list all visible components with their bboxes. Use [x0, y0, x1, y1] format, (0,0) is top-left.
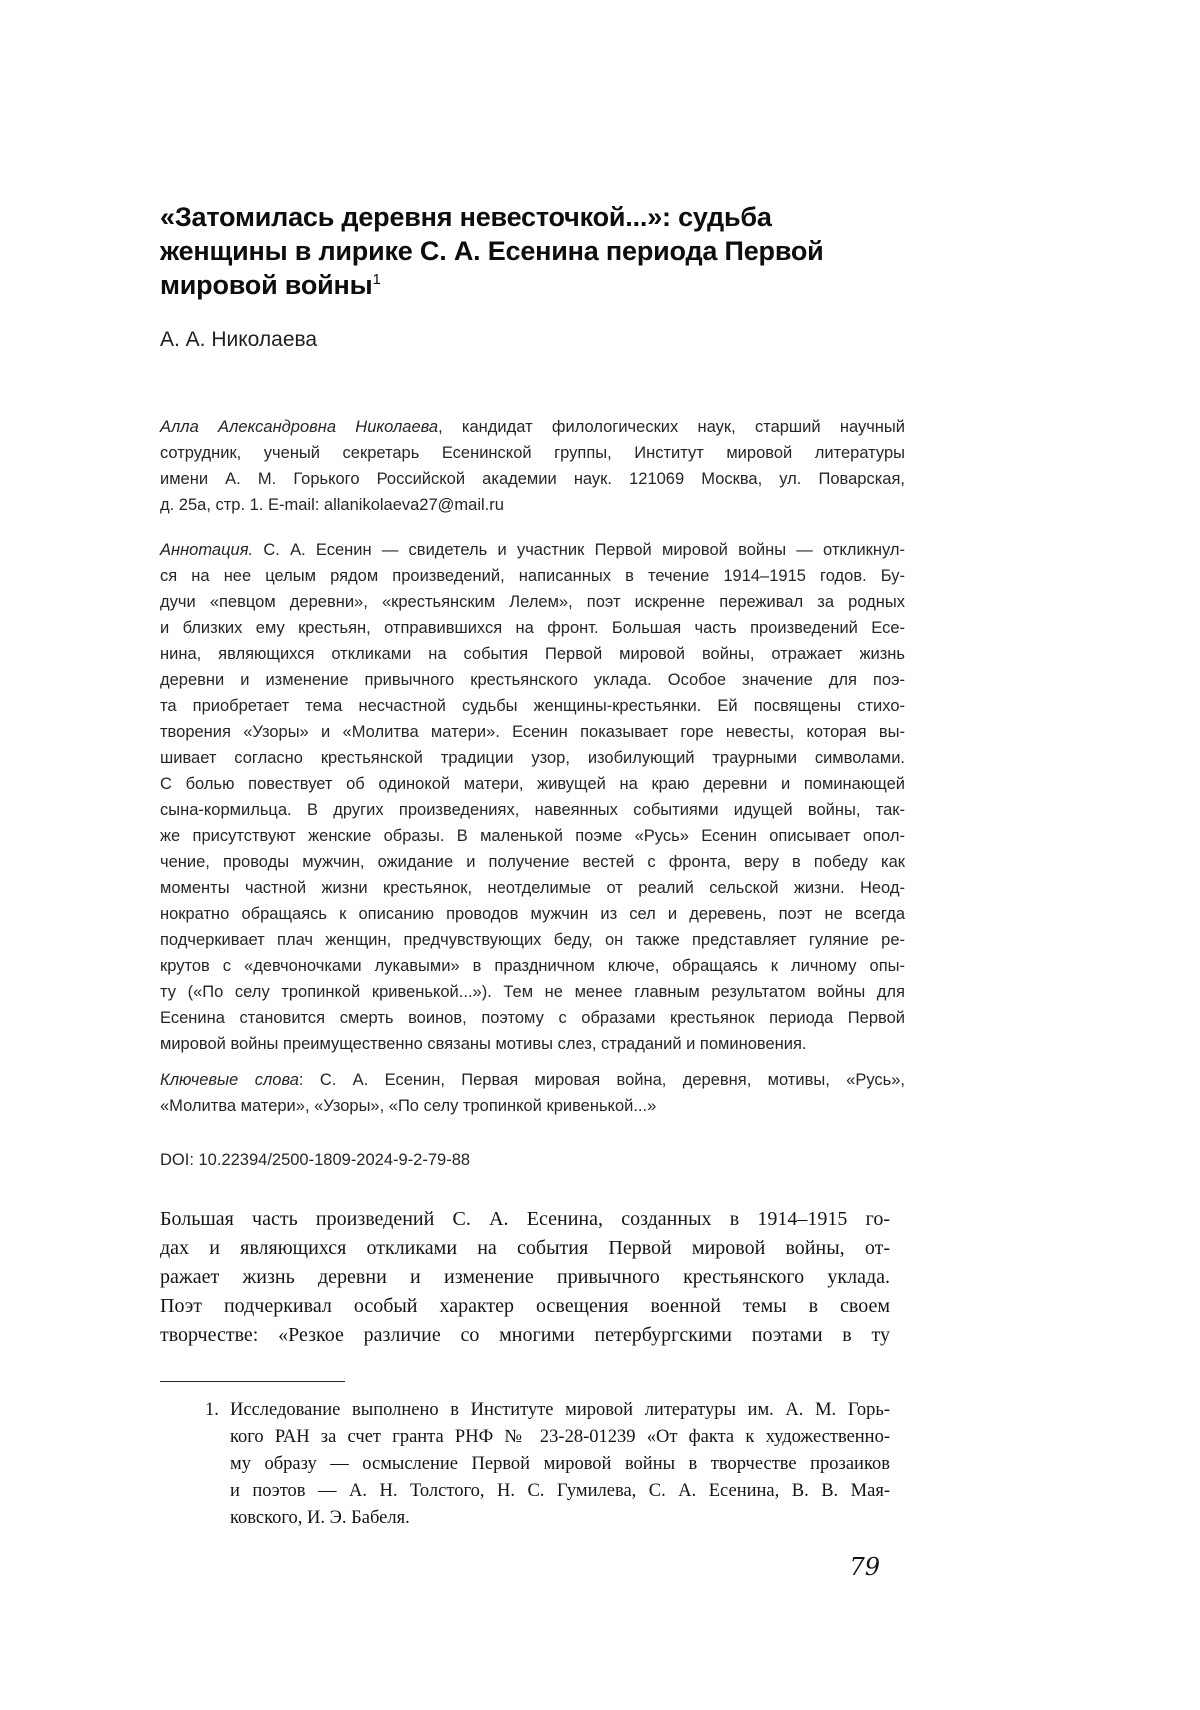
abstract-block	[160, 537, 905, 1057]
keywords-first-line	[160, 1067, 905, 1093]
title-line-2: женщины в лирике С. А. Есенина периода Первой	[160, 236, 824, 266]
affiliation-first-line	[160, 414, 905, 440]
text-line: дах и являющихся откликами на события Первой мировой войны, от-	[160, 1237, 890, 1259]
page-number: 79	[849, 1553, 880, 1581]
text-line: «Молитва матери», «Узоры», «По селу тропинкой кривенькой...»	[160, 1097, 657, 1115]
text-line: С болью повествует об одинокой матери, живущей на краю деревни и поминающей	[160, 775, 905, 793]
text-line: подчеркивает плач женщин, предчувствующих беду, он также представляет гуляние ре-	[160, 931, 905, 949]
text-line: нина, являющихся откликами на события Первой мировой войны, отражает жизнь	[160, 645, 905, 663]
body-paragraph	[160, 1205, 905, 1350]
abstract-first-line-rest: С. А. Есенин — свидетель и участник Первой мировой войны — откликнул-	[253, 541, 905, 559]
text-line: ту («По селу тропинкой кривенькой...»). Тем не менее главным результатом войны для	[160, 983, 905, 1001]
text-line: Исследование выполнено в Институте мировой литературы им. А. М. Горь-	[230, 1400, 890, 1420]
text-line: и близких ему крестьян, отправившихся на фронт. Большая часть произведений Есе-	[160, 619, 905, 637]
footnote-block	[160, 1397, 905, 1532]
footnote-number: 1.	[205, 1400, 219, 1420]
text-line: шивает согласно крестьянской традиции узор, изобилующий траурными символами.	[160, 749, 905, 767]
text-line: кого РАН за счет гранта РНФ № 23-28-01239 «От факта к художественно-	[230, 1427, 890, 1447]
footnote-rule	[160, 1381, 345, 1382]
text-line: Есенина становится смерть воинов, поэтому с образами крестьянок периода Первой	[160, 1009, 905, 1027]
title-line-1: «Затомилась деревня невесточкой...»: судьба	[160, 202, 772, 232]
text-line: мировой войны преимущественно связаны мотивы слез, страданий и поминовения.	[160, 1035, 807, 1053]
text-line: творения «Узоры» и «Молитва матери». Есенин показывает горе невесты, которая вы-	[160, 723, 905, 741]
keywords-block	[160, 1067, 905, 1119]
text-line: ся на нее целым рядом произведений, написанных в течение 1914–1915 годов. Бу-	[160, 567, 905, 585]
keywords-lines	[160, 1093, 905, 1119]
abstract-label-italic: Аннотация.	[160, 541, 254, 559]
footnote-lines	[230, 1397, 890, 1532]
affiliation-lines	[160, 440, 905, 518]
title-line-3	[160, 268, 905, 302]
text-line: та приобретает тема несчастной судьбы женщины-крестьянки. Ей посвящены стихо-	[160, 697, 905, 715]
text-line: имени А. М. Горького Российской академии наук. 121069 Москва, ул. Поварская,	[160, 470, 905, 488]
abstract-lines	[160, 563, 905, 1057]
article-title	[160, 200, 905, 302]
text-line: д. 25а, стр. 1. E-mail: allanikolaeva27@mail.ru	[160, 496, 504, 514]
text-line: нократно обращаясь к описанию проводов мужчин из сел и деревень, поэт не всегда	[160, 905, 905, 923]
text-line: ражает жизнь деревни и изменение привычного крестьянского уклада.	[160, 1266, 890, 1288]
text-line: деревни и изменение привычного крестьянского уклада. Особое значение для поэ-	[160, 671, 905, 689]
text-line: же присутствуют женские образы. В маленькой поэме «Русь» Есенин описывает опол-	[160, 827, 905, 845]
text-line: сотрудник, ученый секретарь Есенинской группы, Институт мировой литературы	[160, 444, 905, 462]
affiliation-first-line-rest: , кандидат филологических наук, старший научный	[438, 418, 905, 436]
text-line: Поэт подчеркивал особый характер освещения военной темы в своем	[160, 1295, 890, 1317]
text-line: ковского, И. Э. Бабеля.	[230, 1508, 410, 1528]
text-line: дучи «певцом деревни», «крестьянским Лелем», поэт искренне переживал за родных	[160, 593, 905, 611]
abstract-first-line	[160, 537, 905, 563]
text-line: чение, проводы мужчин, ожидание и получение вестей с фронта, веру в победу как	[160, 853, 905, 871]
footnote-ref-superscript: 1	[372, 271, 381, 288]
text-line: Большая часть произведений С. А. Есенина, созданных в 1914–1915 го-	[160, 1208, 890, 1230]
text-line: крутов с «девчоночками лукавыми» в праздничном ключе, обращаясь к личному опы-	[160, 957, 905, 975]
author-name: А. А. Николаева	[160, 328, 318, 351]
doi-text: DOI: 10.22394/2500-1809-2024-9-2-79-88	[160, 1151, 471, 1169]
title-line-3-text: мировой войны	[160, 270, 373, 300]
keywords-label-italic: Ключевые слова	[160, 1071, 299, 1089]
body-lines	[160, 1205, 890, 1350]
text-line: и поэтов — А. Н. Толстого, Н. С. Гумилева, С. А. Есенина, В. В. Мая-	[230, 1481, 890, 1501]
affiliation-author-italic: Алла Александровна Николаева	[160, 418, 439, 436]
keywords-first-line-rest: : С. А. Есенин, Первая мировая война, деревня, мотивы, «Русь»,	[298, 1071, 906, 1089]
text-line: творчестве: «Резкое различие со многими петербургскими поэтами в ту	[160, 1324, 890, 1346]
text-line: му образу — осмысление Первой мировой войны в творчестве прозаиков	[230, 1454, 890, 1474]
text-line: моменты частной жизни крестьянок, неотделимые от реалий сельской жизни. Неод-	[160, 879, 905, 897]
text-line: сына-кормильца. В других произведениях, навеянных событиями идущей войны, так-	[160, 801, 905, 819]
affiliation-block	[160, 414, 905, 518]
